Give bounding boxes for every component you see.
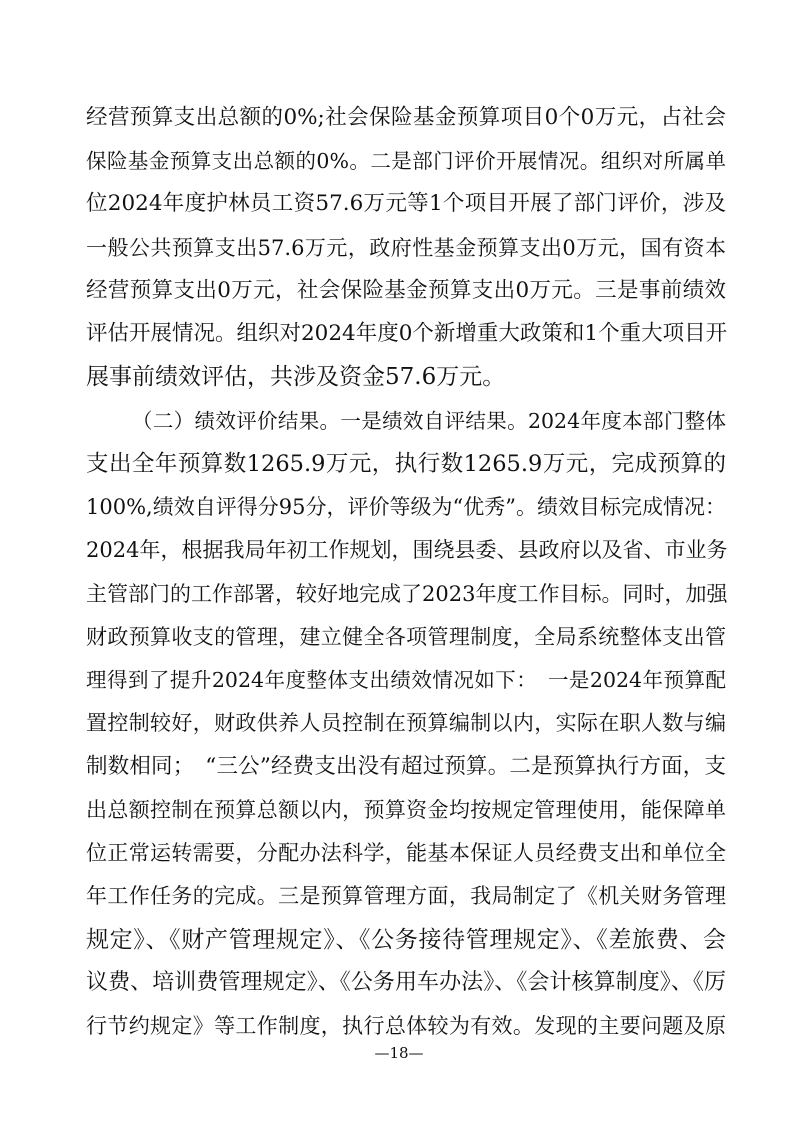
text-line-11: 2024年，根据我局年初工作规划，围绕县委、县政府以及省、市业务: [86, 538, 728, 562]
text-line-16: 制数相同； “三公”经费支出没有超过预算。二是预算执行方面，支: [86, 754, 726, 779]
text-line-15: 置控制较好，财政供养人员控制在预算编制以内，实际在职人数与编: [86, 711, 726, 735]
text-line-1: 经营预算支出总额的0%;社会保险基金预算项目0个0万元，占社会: [86, 105, 726, 130]
text-line-22: 行节约规定》等工作制度，执行总体较为有效。发现的主要问题及原: [86, 1014, 726, 1038]
text-line-18: 位正常运转需要，分配办法科学，能基本保证人员经费支出和单位全: [86, 841, 726, 865]
text-line-10: 100%,绩效自评得分95分，评价等级为“优秀”。绩效目标完成情况：: [86, 495, 726, 519]
page-number: —18—: [374, 1044, 424, 1062]
text-line-5: 经营预算支出0万元，社会保险基金预算支出0万元。三是事前绩效: [86, 278, 726, 303]
text-line-19: 年工作任务的完成。三是预算管理方面，我局制定了《机关财务管理: [86, 884, 726, 908]
text-line-7: 展事前绩效评估，共涉及资金57.6万元。: [86, 364, 506, 390]
text-line-4: 一般公共预算支出57.6万元，政府性基金预算支出0万元，国有资本: [86, 236, 726, 260]
text-line-12: 主管部门的工作部署，较好地完成了2023年度工作目标。同时，加强: [86, 582, 728, 606]
text-line-6: 评估开展情况。组织对2024年度0个新增重大政策和1个重大项目开: [86, 321, 728, 346]
section-heading-line: （二）绩效评价结果。一是绩效自评结果。2024年度本部门整体: [132, 409, 726, 433]
text-line-13: 财政预算收支的管理，建立健全各项管理制度，全局系统整体支出管: [86, 625, 726, 649]
text-line-14: 理得到了提升2024年度整体支出绩效情况如下： 一是2024年预算配: [86, 668, 726, 692]
text-line-9: 支出全年预算数1265.9万元，执行数1265.9万元，完成预算的: [86, 451, 726, 477]
text-line-3: 位2024年度护林员工资57.6万元等1个项目开展了部门评价，涉及: [86, 191, 726, 216]
text-line-20: 规定》、《财产管理规定》、《公务接待管理规定》、《差旅费、会: [86, 927, 726, 953]
text-line-2: 保险基金预算支出总额的0%。二是部门评价开展情况。组织对所属单: [86, 149, 726, 173]
text-line-21: 议费、培训费管理规定》、《公务用车办法》、《会计核算制度》、《厉: [86, 970, 726, 995]
text-line-17: 出总额控制在预算总额以内，预算资金均按规定管理使用，能保障单: [86, 798, 726, 822]
